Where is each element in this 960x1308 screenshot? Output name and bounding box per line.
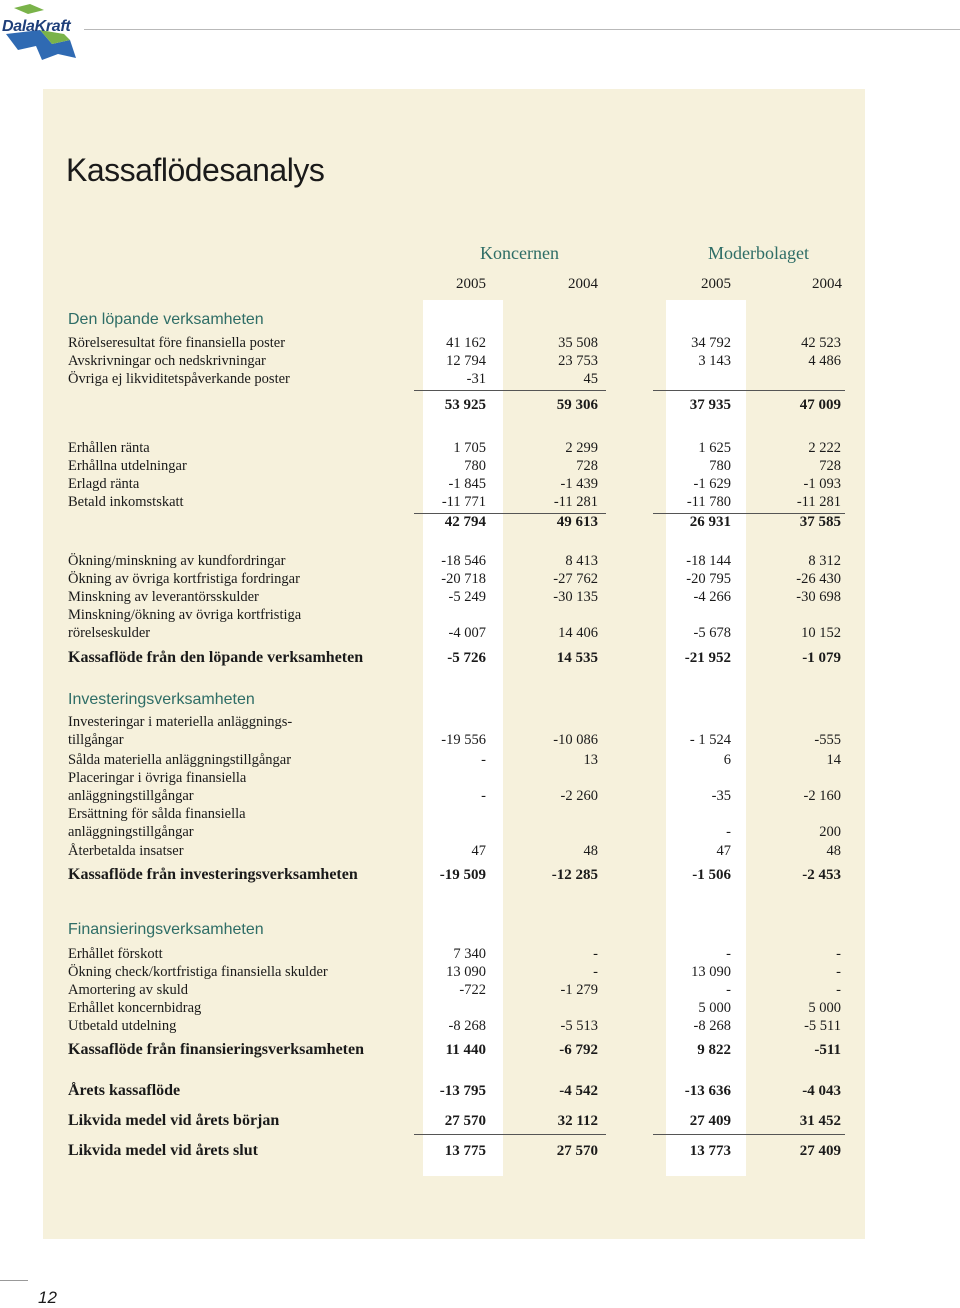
row-value: -4 542	[559, 1083, 598, 1099]
row-value: 7 340	[453, 946, 486, 962]
row-value: 12 794	[446, 353, 486, 369]
row-value: 14	[826, 752, 841, 768]
row-label: Likvida medel vid årets slut	[68, 1142, 258, 1159]
row-value: 41 162	[446, 335, 486, 351]
group-header-koncernen: Koncernen	[480, 243, 559, 263]
row-value: -5 513	[560, 1018, 598, 1034]
row-value: -11 780	[686, 494, 731, 510]
row-value: 780	[709, 458, 731, 474]
row-value: 8 413	[565, 553, 598, 569]
sum-line	[653, 1134, 845, 1135]
row-label: Erhållet koncernbidrag	[68, 1000, 202, 1016]
row-value: 32 112	[557, 1113, 598, 1129]
row-label: anläggningstillgångar	[68, 788, 194, 804]
row-value: - 1 524	[689, 732, 731, 748]
row-value: 48	[583, 843, 598, 859]
row-value: 34 792	[691, 335, 731, 351]
row-value: -11 281	[553, 494, 598, 510]
row-value: 3 143	[698, 353, 731, 369]
row-label: Kassaflöde från investeringsverksamheten	[68, 866, 358, 883]
year-header: 2005	[456, 276, 486, 292]
row-value: 49 613	[556, 514, 598, 530]
row-value: -18 144	[686, 553, 731, 569]
row-value: 59 306	[556, 397, 598, 413]
row-value: 6	[723, 752, 731, 768]
row-value: -2 260	[560, 788, 598, 804]
row-value: -5 511	[804, 1018, 841, 1034]
row-value: 728	[576, 458, 598, 474]
row-value: -4 266	[693, 589, 731, 605]
row-value: 47 009	[799, 397, 841, 413]
sum-line	[653, 513, 845, 514]
row-label: rörelseskulder	[68, 625, 151, 641]
row-label: Likvida medel vid årets början	[68, 1112, 280, 1129]
row-value: 2 299	[565, 440, 598, 456]
row-value: -4 043	[802, 1083, 841, 1099]
row-value: -511	[814, 1042, 841, 1058]
row-value: 5 000	[698, 1000, 731, 1016]
row-value: -1 079	[802, 650, 841, 666]
section-heading-investering: Investeringsverksamheten	[68, 691, 255, 708]
row-label: Ökning/minskning av kundfordringar	[68, 553, 286, 569]
section-heading-lopande: Den löpande verksamheten	[68, 311, 264, 328]
row-value: -2 453	[802, 867, 841, 883]
row-value: -8 268	[448, 1018, 486, 1034]
row-value: -1 279	[560, 982, 598, 998]
row-value: 42 523	[801, 335, 841, 351]
row-label: Avskrivningar och nedskrivningar	[68, 353, 266, 369]
sum-line	[414, 513, 606, 514]
row-value: -	[593, 946, 598, 962]
row-value: -555	[814, 732, 841, 748]
row-label: Utbetald utdelning	[68, 1018, 177, 1034]
year-header: 2005	[701, 276, 731, 292]
row-label: Investeringar i materiella anläggnings-	[68, 714, 293, 730]
row-label: Erlagd ränta	[68, 476, 140, 492]
row-value: -	[726, 982, 731, 998]
row-value: -	[726, 946, 731, 962]
row-label: Sålda materiella anläggningstillgångar	[68, 752, 292, 768]
row-value: -1 439	[560, 476, 598, 492]
row-label: Erhållen ränta	[68, 440, 150, 456]
row-value: 14 535	[556, 650, 598, 666]
section-heading-finansiering: Finansieringsverksamheten	[68, 921, 264, 938]
row-label: Amortering av skuld	[68, 982, 189, 998]
row-value: -1 629	[693, 476, 731, 492]
row-value: -35	[711, 788, 731, 804]
group-header-moderbolaget: Moderbolaget	[708, 243, 809, 263]
row-label: Ersättning för sålda finansiella	[68, 806, 246, 822]
row-value: -11 771	[441, 494, 486, 510]
row-value: 53 925	[444, 397, 486, 413]
row-value: 13 090	[691, 964, 731, 980]
row-value: 11 440	[445, 1042, 486, 1058]
row-value: -10 086	[553, 732, 598, 748]
row-value: 8 312	[808, 553, 841, 569]
row-value: 4 486	[808, 353, 841, 369]
row-value: -27 762	[553, 571, 598, 587]
row-value: 10 152	[801, 625, 841, 641]
row-value: -2 160	[803, 788, 841, 804]
row-value: -	[836, 964, 841, 980]
row-label: Ökning check/kortfristiga finansiella skulder	[68, 964, 328, 980]
row-value: -5 726	[447, 650, 486, 666]
row-value: 47	[716, 843, 731, 859]
row-label: Övriga ej likviditetspåverkande poster	[68, 371, 290, 387]
page-title: Kassaflödesanalys	[66, 152, 325, 188]
row-value: 13 090	[446, 964, 486, 980]
row-value: -18 546	[441, 553, 486, 569]
row-value: -	[481, 752, 486, 768]
row-label: Erhållna utdelningar	[68, 458, 187, 474]
row-label: Betald inkomstskatt	[68, 494, 184, 510]
row-value: -	[836, 982, 841, 998]
row-value: -1 845	[448, 476, 486, 492]
row-value: 27 570	[556, 1143, 598, 1159]
sum-line	[414, 390, 606, 391]
row-value: 31 452	[799, 1113, 841, 1129]
row-value: 27 409	[689, 1113, 731, 1129]
year-header: 2004	[812, 276, 842, 292]
row-label: Erhållet förskott	[68, 946, 163, 962]
row-value: -13 636	[684, 1083, 731, 1099]
row-label: Återbetalda insatser	[68, 843, 184, 859]
row-label: Ökning av övriga kortfristiga fordringar	[68, 571, 300, 587]
row-value: -11 281	[796, 494, 841, 510]
footer-divider	[0, 1280, 28, 1281]
row-value: 13 773	[689, 1143, 731, 1159]
row-value: 37 935	[689, 397, 731, 413]
row-value: -4 007	[448, 625, 486, 641]
row-value: -12 285	[551, 867, 598, 883]
row-value: 26 931	[689, 514, 731, 530]
row-label: anläggningstillgångar	[68, 824, 194, 840]
row-value: -6 792	[559, 1042, 598, 1058]
row-value: 1 625	[698, 440, 731, 456]
row-value: 42 794	[444, 514, 486, 530]
row-value: 27 409	[799, 1143, 841, 1159]
row-label: Minskning av leverantörsskulder	[68, 589, 259, 605]
row-value: -5 678	[693, 625, 731, 641]
row-value: -5 249	[448, 589, 486, 605]
row-value: 37 585	[799, 514, 841, 530]
row-label: tillgångar	[68, 732, 124, 748]
row-value: -13 795	[439, 1083, 486, 1099]
row-value: -20 795	[686, 571, 731, 587]
year-header: 2004	[568, 276, 598, 292]
header-divider	[84, 29, 960, 30]
row-value: -8 268	[693, 1018, 731, 1034]
row-value: 14 406	[558, 625, 598, 641]
row-value: 23 753	[558, 353, 598, 369]
row-value: -	[593, 964, 598, 980]
row-value: -	[836, 946, 841, 962]
row-label: Kassaflöde från finansieringsverksamheten	[68, 1041, 364, 1058]
row-value: -19 556	[441, 732, 486, 748]
row-value: -30 135	[553, 589, 598, 605]
row-label: Årets kassaflöde	[68, 1082, 181, 1099]
row-value: -30 698	[796, 589, 841, 605]
row-value: 13 775	[444, 1143, 486, 1159]
row-label: Placeringar i övriga finansiella	[68, 770, 247, 786]
row-value: 2 222	[808, 440, 841, 456]
row-value: -31	[466, 371, 486, 387]
row-value: -1 093	[803, 476, 841, 492]
row-value: 9 822	[697, 1042, 731, 1058]
row-value: 780	[464, 458, 486, 474]
row-label: Kassaflöde från den löpande verksamheten	[68, 649, 364, 666]
row-value: 13	[583, 752, 598, 768]
row-value: -	[481, 788, 486, 804]
row-value: 728	[819, 458, 841, 474]
row-value: 45	[583, 371, 598, 387]
row-value: 47	[471, 843, 486, 859]
row-value: -20 718	[441, 571, 486, 587]
row-value: -19 509	[439, 867, 486, 883]
sum-line	[653, 390, 845, 391]
row-value: 5 000	[808, 1000, 841, 1016]
row-value: -1 506	[692, 867, 731, 883]
row-label: Rörelseresultat före finansiella poster	[68, 335, 286, 351]
row-value: -21 952	[684, 650, 731, 666]
row-value: -722	[459, 982, 486, 998]
row-value: 200	[819, 824, 841, 840]
row-value: -	[726, 824, 731, 840]
row-label: Minskning/ökning av övriga kortfristiga	[68, 607, 302, 623]
row-value: -26 430	[796, 571, 841, 587]
row-value: 27 570	[444, 1113, 486, 1129]
sum-line	[414, 1134, 606, 1135]
row-value: 1 705	[453, 440, 486, 456]
row-value: 35 508	[558, 335, 598, 351]
row-value: 48	[826, 843, 841, 859]
logo-wordmark: DalaKraft	[2, 18, 71, 35]
page-number: 12	[38, 1288, 57, 1307]
